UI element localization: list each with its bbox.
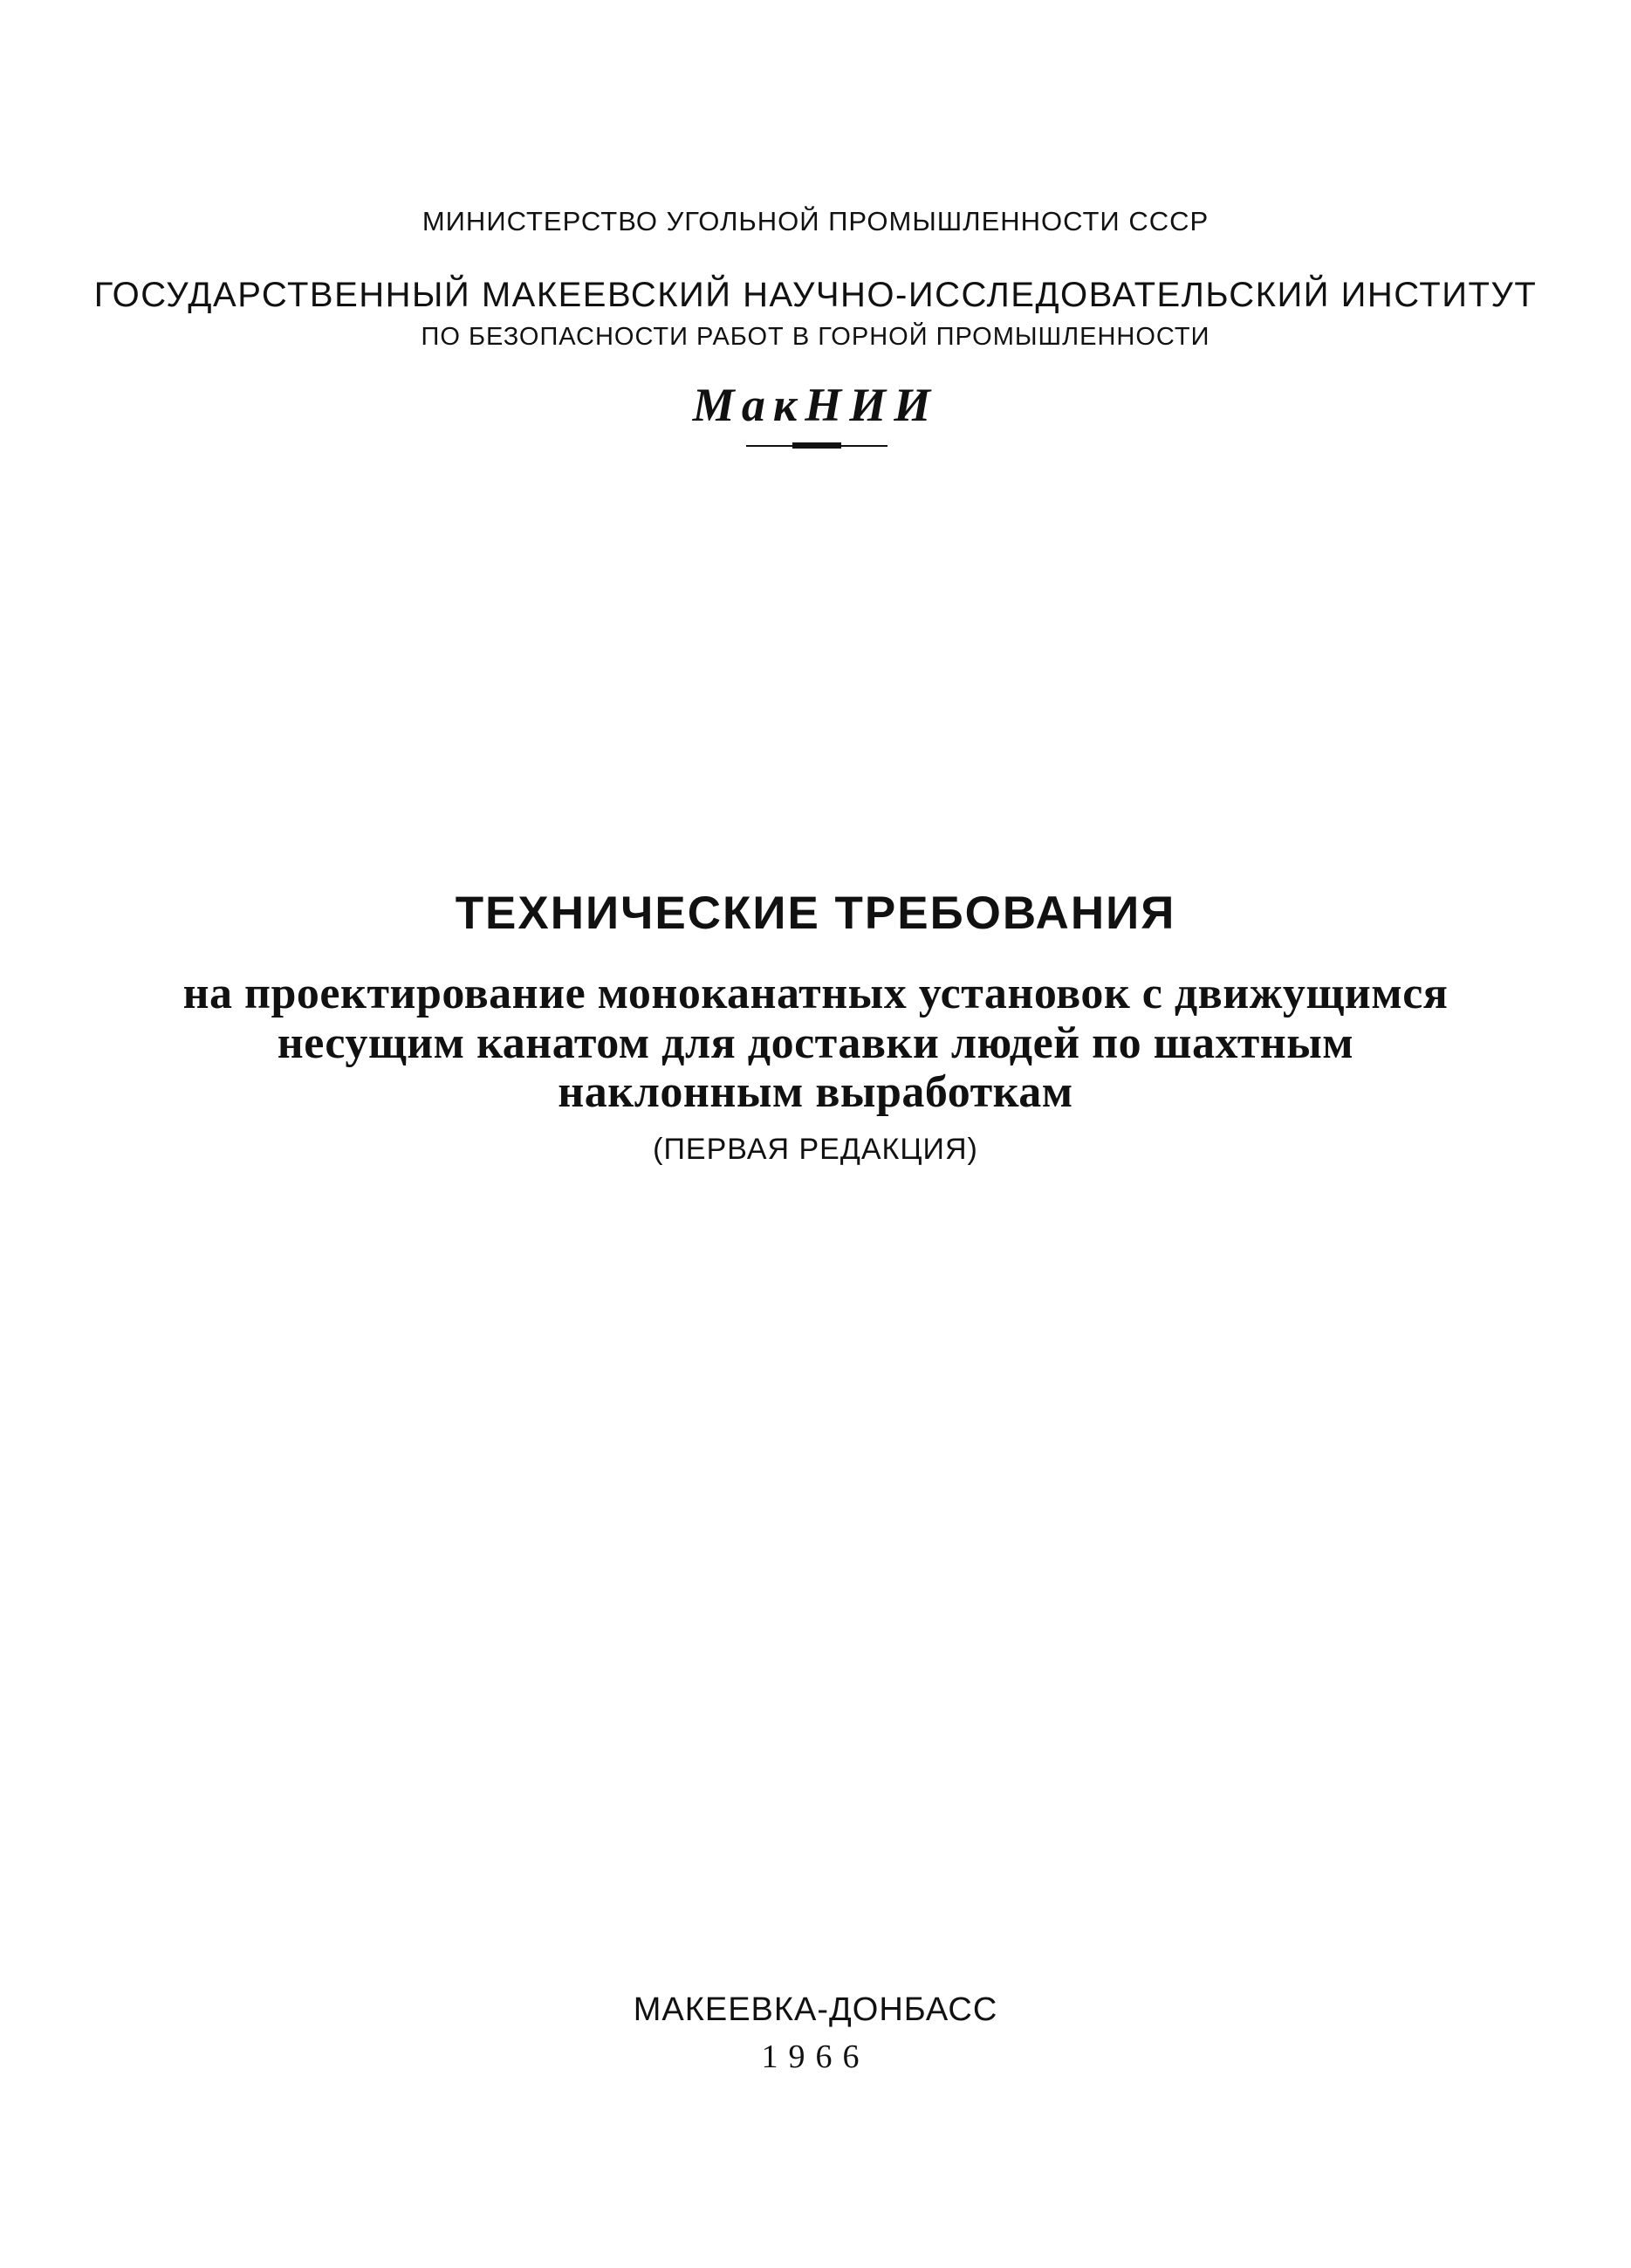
document-subtitle-line: наклонным выработкам: [558, 1067, 1073, 1117]
document-subtitle-line: на проектирование моноканатных установок с движущимся: [182, 969, 1449, 1018]
edition-note: (ПЕРВАЯ РЕДАКЦИЯ): [653, 1133, 978, 1166]
document-subtitle-line: несущим канатом для доставки людей по шахтным: [277, 1018, 1354, 1068]
institute-name: ГОСУДАРСТВЕННЫЙ МАКЕЕВСКИЙ НАУЧНО-ИССЛЕДОВАТЕЛЬСКИЙ ИНСТИТУТ: [93, 276, 1538, 314]
publication-place: МАКЕЕВКА-ДОНБАСС: [633, 1991, 998, 2028]
ministry-name: МИНИСТЕРСТВО УГОЛЬНОЙ ПРОМЫШЛЕННОСТИ СССР: [421, 206, 1210, 236]
institute-subtitle: ПО БЕЗОПАСНОСТИ РАБОТ В ГОРНОЙ ПРОМЫШЛЕННОСТИ: [421, 323, 1210, 351]
document-title: ТЕХНИЧЕСКИЕ ТРЕБОВАНИЯ: [455, 887, 1176, 939]
institute-abbreviation: МакНИИ: [692, 379, 939, 431]
decorative-rule-center: [792, 442, 841, 449]
publication-year: 1966: [761, 2038, 870, 2075]
